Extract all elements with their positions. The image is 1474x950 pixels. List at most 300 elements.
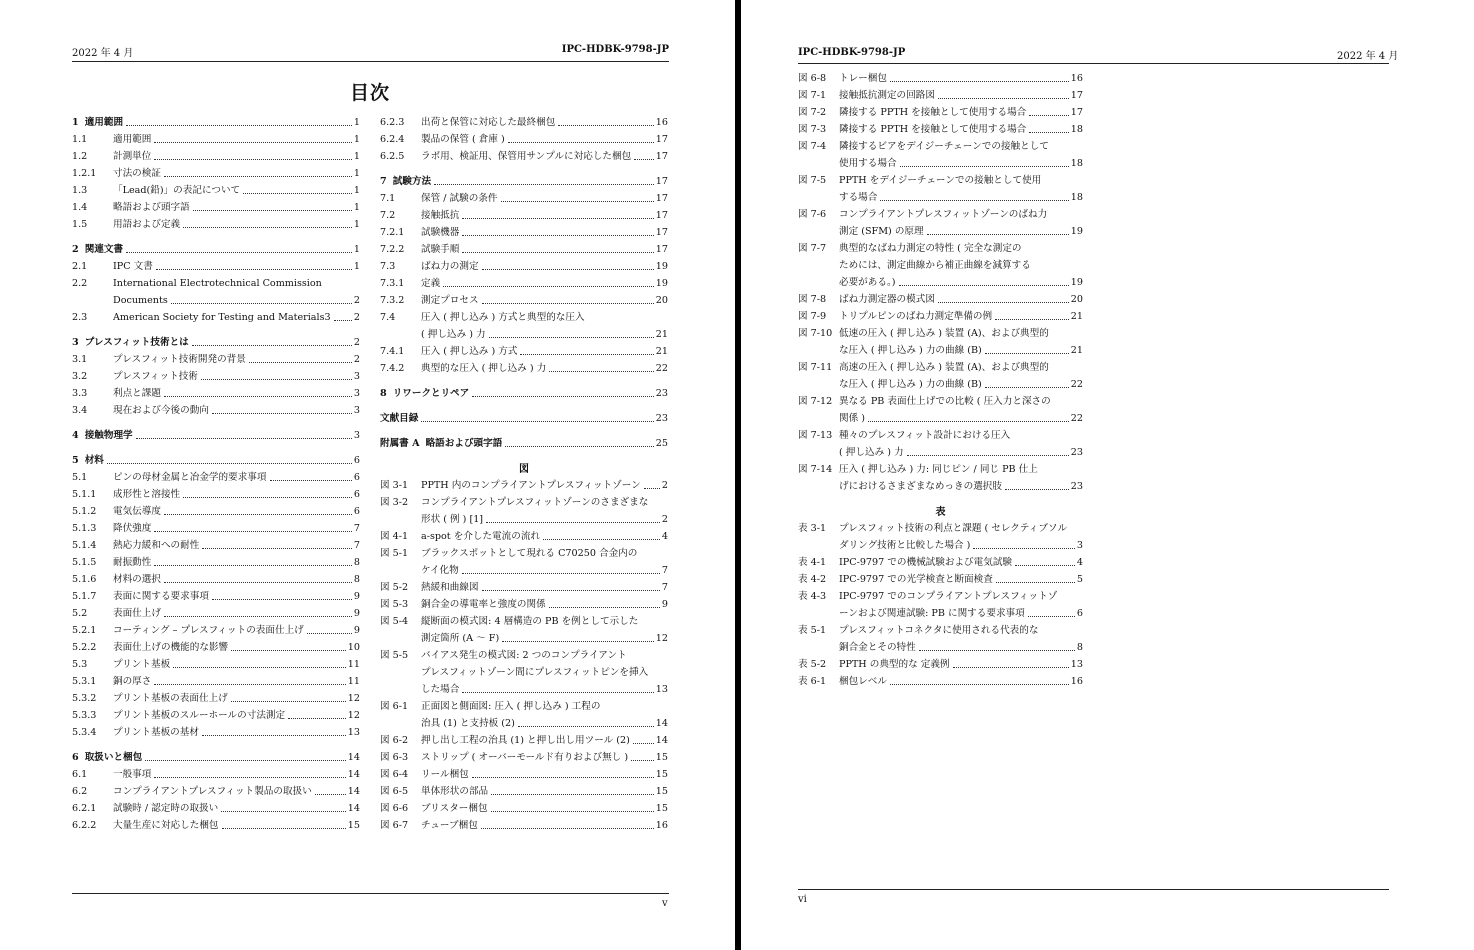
toc-entry[interactable] xyxy=(798,289,1083,306)
toc-entry[interactable] xyxy=(380,433,668,450)
toc-entry[interactable] xyxy=(72,552,360,569)
toc-entry-title: 「Lead(鉛)」の表記について xyxy=(113,185,241,196)
toc-entry[interactable] xyxy=(798,586,1083,603)
toc-entry[interactable] xyxy=(798,119,1083,136)
toc-entry[interactable] xyxy=(72,705,360,722)
toc-entry-title: ストリップ ( オーバーモールド有りおよび無し ) xyxy=(421,752,629,763)
toc-entry-number: 図 6-7 xyxy=(380,820,409,831)
toc-entry-number: 図 6-6 xyxy=(380,803,409,814)
toc-leader-dots xyxy=(973,548,1075,549)
toc-spacer xyxy=(380,375,668,383)
toc-entry-page: 8 xyxy=(353,557,360,568)
toc-entry[interactable] xyxy=(72,290,360,307)
toc-entry[interactable] xyxy=(380,662,668,679)
toc-entry[interactable] xyxy=(798,85,1083,102)
toc-entry-number: 図 5-2 xyxy=(380,582,409,593)
toc-leader-dots xyxy=(995,319,1069,320)
toc-entry-title: した場合 xyxy=(421,684,460,695)
toc-entry-title: 試験手順 xyxy=(421,244,460,255)
toc-entry[interactable] xyxy=(380,526,668,543)
toc-entry[interactable] xyxy=(798,187,1083,204)
toc-entry[interactable] xyxy=(72,307,360,324)
toc-leader-dots xyxy=(231,650,346,651)
toc-entry[interactable] xyxy=(72,197,360,214)
toc-entry[interactable] xyxy=(380,713,668,730)
toc-entry-page: 14 xyxy=(347,803,360,814)
toc-leader-dots xyxy=(508,142,654,143)
toc-entry[interactable] xyxy=(72,747,360,764)
toc-entry-title: ラボ用、検証用、保管用サンプルに対応した梱包 xyxy=(421,151,632,162)
toc-entry[interactable] xyxy=(72,620,360,637)
toc-entry[interactable] xyxy=(380,290,668,307)
toc-entry[interactable] xyxy=(380,129,668,146)
toc-entry[interactable] xyxy=(380,645,668,662)
toc-entry-number: 1.2 xyxy=(72,151,88,162)
toc-entry-number: 図 7-3 xyxy=(798,124,827,135)
toc-entry-number: 附属書 A xyxy=(380,438,420,449)
toc-entry[interactable] xyxy=(380,341,668,358)
toc-leader-dots xyxy=(549,607,660,608)
toc-entry-number: 図 6-2 xyxy=(380,735,409,746)
toc-entry[interactable] xyxy=(72,239,360,256)
toc-entry[interactable] xyxy=(798,603,1083,620)
toc-entry[interactable] xyxy=(380,509,668,526)
toc-entry-title: プリント基板の基材 xyxy=(113,727,199,738)
toc-entry-page: 19 xyxy=(1070,277,1083,288)
toc-leader-dots xyxy=(231,701,346,702)
toc-entry-page: 10 xyxy=(347,642,360,653)
toc-leader-dots xyxy=(164,514,352,515)
toc-entry-number: 6 xyxy=(72,752,79,763)
toc-leader-dots xyxy=(907,455,1069,456)
toc-entry-title: プレスフィットコネクタに使用される代表的な xyxy=(839,625,1039,636)
toc-leader-dots xyxy=(486,522,660,523)
header-doc-id: IPC-HDBK-9798-JP xyxy=(561,44,669,55)
toc-leader-dots xyxy=(890,81,1069,82)
toc-entry-title: ( 押し込み ) 力 xyxy=(839,447,904,458)
toc-entry-title: 試験時 / 認定時の取扱い xyxy=(113,803,219,814)
toc-entry-page: 9 xyxy=(353,591,360,602)
toc-entry[interactable] xyxy=(380,798,668,815)
toc-entry-title: 大量生産に対応した梱包 xyxy=(113,820,219,831)
toc-entry[interactable] xyxy=(798,425,1083,442)
toc-entry-title: 接触抵抗測定の回路図 xyxy=(839,90,935,101)
toc-column-1 xyxy=(72,112,360,832)
toc-entry-page: 21 xyxy=(1070,311,1083,322)
toc-leader-dots xyxy=(183,227,352,228)
toc-entry[interactable] xyxy=(72,654,360,671)
toc-entry-page: 8 xyxy=(1076,642,1083,653)
toc-entry[interactable] xyxy=(72,332,360,349)
toc-entry[interactable] xyxy=(798,255,1083,272)
toc-entry-title: ブリスター梱包 xyxy=(421,803,488,814)
toc-entry-number: 図 7-9 xyxy=(798,311,827,322)
toc-entry-page: 9 xyxy=(353,625,360,636)
toc-entry-title: 高速の圧入 ( 押し込み ) 装置 (A)、および典型的 xyxy=(839,362,1049,373)
toc-entry[interactable] xyxy=(798,323,1083,340)
toc-leader-dots xyxy=(543,539,660,540)
toc-leader-dots xyxy=(221,811,346,812)
toc-entry[interactable] xyxy=(380,146,668,163)
toc-entry-title: 寸法の検証 xyxy=(113,168,161,179)
toc-entry[interactable] xyxy=(72,256,360,273)
toc-leader-dots xyxy=(421,421,653,422)
toc-entry-number: 図 4-1 xyxy=(380,531,409,542)
toc-leader-dots xyxy=(107,463,352,464)
toc-entry-number: 5.2.1 xyxy=(72,625,97,636)
toc-spacer xyxy=(72,739,360,747)
toc-entry-number: 7.3.2 xyxy=(380,295,405,306)
toc-entry-number: 1.2.1 xyxy=(72,168,97,179)
toc-entry[interactable] xyxy=(798,637,1083,654)
toc-entry[interactable] xyxy=(72,146,360,163)
toc-entry[interactable] xyxy=(72,586,360,603)
toc-leader-dots xyxy=(938,98,1069,99)
toc-entry-title: 単体形状の部品 xyxy=(421,786,489,797)
toc-entry[interactable] xyxy=(798,136,1083,153)
toc-entry-title: ケイ化物 xyxy=(421,565,459,576)
footer-rule xyxy=(798,889,1389,890)
toc-entry[interactable] xyxy=(380,112,668,129)
toc-leader-dots xyxy=(491,811,654,812)
toc-entry-title: トリプルピンのばね力測定準備の例 xyxy=(839,311,993,322)
toc-entry[interactable] xyxy=(380,696,668,713)
toc-spacer xyxy=(380,425,668,433)
toc-entry[interactable] xyxy=(798,518,1083,535)
toc-entry[interactable] xyxy=(798,357,1083,374)
toc-entry[interactable] xyxy=(72,815,360,832)
toc-leader-dots xyxy=(462,252,653,253)
toc-entry-page: 1 xyxy=(353,134,360,145)
toc-entry-number: 7 xyxy=(380,176,387,187)
toc-entry-number: 4 xyxy=(72,430,79,441)
toc-entry-page: 18 xyxy=(1070,124,1083,135)
right-page xyxy=(741,0,1474,950)
toc-entry[interactable] xyxy=(72,518,360,535)
toc-entry-title: IPC-9797 での光学検査と断面検査 xyxy=(839,574,993,585)
toc-entry[interactable] xyxy=(798,102,1083,119)
toc-entry[interactable] xyxy=(798,569,1083,586)
toc-entry-page: 2 xyxy=(353,295,360,306)
toc-entry-page: 14 xyxy=(347,752,360,763)
toc-leader-dots xyxy=(154,531,352,532)
toc-entry-page: 9 xyxy=(353,608,360,619)
toc-entry-page: 17 xyxy=(655,193,668,204)
toc-entry[interactable] xyxy=(72,467,360,484)
toc-entry-title: する場合 xyxy=(839,192,878,203)
toc-entry[interactable] xyxy=(380,815,668,832)
toc-entry-page: 14 xyxy=(655,718,668,729)
toc-entry-number: 5.1.4 xyxy=(72,540,97,551)
toc-entry[interactable] xyxy=(798,654,1083,671)
toc-entry-page: 3 xyxy=(1076,540,1083,551)
toc-entry[interactable] xyxy=(798,476,1083,493)
toc-entry-number: 図 7-14 xyxy=(798,464,833,475)
toc-entry-number: 5 xyxy=(72,455,79,466)
toc-entry-title: PPTH 内のコンプライアントプレスフィットゾーン xyxy=(421,480,641,491)
toc-entry[interactable] xyxy=(798,340,1083,357)
toc-entry-number: 5.3 xyxy=(72,659,88,670)
toc-entry-page: 1 xyxy=(353,244,360,255)
toc-entry[interactable] xyxy=(72,425,360,442)
toc-leader-dots xyxy=(644,488,660,489)
toc-entry[interactable] xyxy=(380,273,668,290)
toc-entry[interactable] xyxy=(72,366,360,383)
toc-entry[interactable] xyxy=(380,747,668,764)
toc-entry[interactable] xyxy=(380,171,668,188)
toc-leader-dots xyxy=(212,599,352,600)
toc-entry-title: 種々のプレスフィット設計における圧入 xyxy=(839,430,1011,441)
toc-leader-dots xyxy=(462,218,653,219)
toc-spacer xyxy=(380,400,668,408)
toc-entry[interactable] xyxy=(798,221,1083,238)
toc-entry-page: 18 xyxy=(1070,158,1083,169)
toc-entry[interactable] xyxy=(380,594,668,611)
toc-entry-number: 図 6-1 xyxy=(380,701,409,712)
toc-entry-page: 22 xyxy=(655,363,668,374)
toc-entry-number: 図 5-1 xyxy=(380,548,409,559)
toc-entry[interactable] xyxy=(72,129,360,146)
toc-entry[interactable] xyxy=(380,188,668,205)
toc-entry[interactable] xyxy=(798,459,1083,476)
toc-spacer xyxy=(72,231,360,239)
header-date: 2022 年 4 月 xyxy=(72,48,134,59)
toc-entry-number: 8 xyxy=(380,388,387,399)
toc-entry-page: 21 xyxy=(655,329,668,340)
toc-entry-title: 典型的なばね力測定の特性 ( 完全な測定の xyxy=(839,243,1022,254)
toc-entry[interactable] xyxy=(380,256,668,273)
toc-entry[interactable] xyxy=(72,501,360,518)
toc-spacer xyxy=(380,450,668,458)
toc-entry[interactable] xyxy=(380,492,668,509)
toc-entry[interactable] xyxy=(380,781,668,798)
toc-entry[interactable] xyxy=(72,180,360,197)
toc-entry-page: 2 xyxy=(353,354,360,365)
toc-entry-title: 計測単位 xyxy=(113,151,152,162)
toc-entry[interactable] xyxy=(72,535,360,552)
toc-entry-number: 1 xyxy=(72,117,79,128)
toc-entry-title: な圧入 ( 押し込み ) 力の曲線 (B) xyxy=(839,379,982,390)
toc-leader-dots xyxy=(558,125,653,126)
page-number: v xyxy=(662,898,668,909)
toc-entry-number: 図 6-4 xyxy=(380,769,409,780)
toc-entry-title: プレスフィット技術の利点と課題 ( セレクティブソル xyxy=(839,523,1068,534)
toc-entry[interactable] xyxy=(798,153,1083,170)
toc-entry-title: a-spot を介した電流の流れ xyxy=(421,531,541,542)
toc-entry[interactable] xyxy=(380,324,668,341)
toc-leader-dots xyxy=(899,285,1069,286)
toc-entry[interactable] xyxy=(798,374,1083,391)
toc-entry-page: 12 xyxy=(655,633,668,644)
toc-entry[interactable] xyxy=(380,611,668,628)
toc-entry[interactable] xyxy=(72,798,360,815)
toc-entry-title: プリント基板のスルーホールの寸法測定 xyxy=(113,710,286,721)
toc-entry[interactable] xyxy=(798,552,1083,569)
toc-entry-title: ダリング技術と比較した場合 ) xyxy=(839,540,971,551)
toc-entry[interactable] xyxy=(380,475,668,492)
toc-leader-dots xyxy=(482,590,660,591)
toc-entry-title: IPC 文書 xyxy=(113,261,153,272)
toc-entry-number: 5.1.5 xyxy=(72,557,97,568)
toc-entry[interactable] xyxy=(380,679,668,696)
toc-entry-title: 電気伝導度 xyxy=(113,506,161,517)
toc-entry[interactable] xyxy=(798,272,1083,289)
toc-entry[interactable] xyxy=(380,408,668,425)
toc-entry-number: 7.1 xyxy=(380,193,396,204)
toc-entry-page: 3 xyxy=(353,388,360,399)
toc-entry-title: リール梱包 xyxy=(421,769,469,780)
toc-entry-title: 銅合金とその特性 xyxy=(839,642,916,653)
toc-leader-dots xyxy=(154,684,345,685)
toc-entry-title: 測定 (SFM) の原理 xyxy=(839,226,924,237)
toc-entry[interactable] xyxy=(72,163,360,180)
toc-entry-number: 5.3.2 xyxy=(72,693,97,704)
toc-entry-page: 3 xyxy=(353,405,360,416)
toc-entry-number: 図 7-11 xyxy=(798,362,833,373)
toc-entry[interactable] xyxy=(798,620,1083,637)
toc-entry[interactable] xyxy=(380,764,668,781)
toc-entry[interactable] xyxy=(72,688,360,705)
toc-entry-number: 6.2.1 xyxy=(72,803,97,814)
toc-entry[interactable] xyxy=(72,450,360,467)
toc-entry[interactable] xyxy=(380,239,668,256)
toc-entry-title: 熱応力緩和への耐性 xyxy=(113,540,200,551)
toc-entry[interactable] xyxy=(72,671,360,688)
toc-entry-title: 関係 ) xyxy=(839,413,865,424)
toc-entry[interactable] xyxy=(798,442,1083,459)
toc-entry[interactable] xyxy=(380,543,668,560)
toc-entry[interactable] xyxy=(798,535,1083,552)
toc-leader-dots xyxy=(156,269,352,270)
toc-leader-dots xyxy=(154,565,352,566)
toc-entry-number: 図 6-3 xyxy=(380,752,409,763)
toc-entry-title: 測定プロセス xyxy=(421,295,479,306)
toc-leader-dots xyxy=(927,234,1069,235)
toc-entry-number: 図 7-7 xyxy=(798,243,827,254)
toc-leader-dots xyxy=(154,142,352,143)
toc-entry-number: 5.3.1 xyxy=(72,676,97,687)
toc-entry-page: 1 xyxy=(353,261,360,272)
toc-leader-dots xyxy=(491,794,654,795)
toc-entry-number: 図 7-13 xyxy=(798,430,833,441)
toc-entry-number: 5.1.1 xyxy=(72,489,97,500)
toc-entry[interactable] xyxy=(380,383,668,400)
toc-entry[interactable] xyxy=(72,603,360,620)
toc-leader-dots xyxy=(1029,115,1069,116)
toc-entry-title: ばね力測定器の模式図 xyxy=(839,294,935,305)
toc-entry-number: 図 6-8 xyxy=(798,73,827,84)
toc-entry-title: 出荷と保管に対応した最終梱包 xyxy=(421,117,556,128)
toc-entry[interactable] xyxy=(72,400,360,417)
toc-leader-dots xyxy=(890,684,1069,685)
toc-entry-page: 19 xyxy=(655,261,668,272)
toc-entry-title: 圧入 ( 押し込み ) 力: 同じピン / 同じ PB 仕上 xyxy=(839,464,1038,475)
toc-entry-number: 表 3-1 xyxy=(798,523,827,534)
toc-entry-page: 6 xyxy=(353,472,360,483)
toc-leader-dots xyxy=(985,353,1069,354)
toc-entry[interactable] xyxy=(72,781,360,798)
toc-leader-dots xyxy=(202,548,352,549)
toc-entry-page: 13 xyxy=(347,727,360,738)
toc-entry-page: 19 xyxy=(655,278,668,289)
toc-entry[interactable] xyxy=(380,222,668,239)
toc-entry[interactable] xyxy=(798,68,1083,85)
toc-entry[interactable] xyxy=(72,383,360,400)
toc-entry-title: Documents xyxy=(113,295,168,306)
toc-entry-number: 1.3 xyxy=(72,185,88,196)
toc-entry[interactable] xyxy=(380,628,668,645)
toc-entry-number: 表 6-1 xyxy=(798,676,827,687)
toc-entry-title: コンプライアントプレスフィットゾーンのさまざまな xyxy=(421,497,649,508)
toc-entry-title: 隣接するビアをデイジーチェーンでの接触として xyxy=(839,141,1049,152)
toc-entry-title: 材料の選択 xyxy=(113,574,161,585)
toc-entry[interactable] xyxy=(72,722,360,739)
toc-leader-dots xyxy=(443,286,654,287)
toc-entry[interactable] xyxy=(798,671,1083,688)
toc-entry[interactable] xyxy=(380,577,668,594)
toc-entry-number: 7.2 xyxy=(380,210,396,221)
toc-entry-title: プレスフィット技術とは xyxy=(84,337,189,348)
toc-entry-page: 15 xyxy=(655,786,668,797)
toc-entry[interactable] xyxy=(798,306,1083,323)
toc-entry[interactable] xyxy=(798,408,1083,425)
toc-entry-number: 図 7-2 xyxy=(798,107,827,118)
toc-entry[interactable] xyxy=(798,204,1083,221)
toc-entry-page: 8 xyxy=(353,574,360,585)
toc-entry[interactable] xyxy=(72,214,360,231)
toc-entry[interactable] xyxy=(72,484,360,501)
toc-entry[interactable] xyxy=(380,358,668,375)
toc-leader-dots xyxy=(1028,616,1075,617)
toc-entry-page: 15 xyxy=(347,820,360,831)
toc-entry[interactable] xyxy=(380,307,668,324)
toc-entry-page: 17 xyxy=(655,244,668,255)
toc-entry-number: 図 7-1 xyxy=(798,90,827,101)
toc-entry-title: 必要がある。) xyxy=(839,277,896,288)
toc-entry[interactable] xyxy=(798,391,1083,408)
toc-entry[interactable] xyxy=(798,238,1083,255)
page-title: 目次 xyxy=(350,82,391,104)
toc-spacer xyxy=(72,324,360,332)
toc-entry-number: 図 7-4 xyxy=(798,141,827,152)
toc-entry-number: 6.2.4 xyxy=(380,134,405,145)
toc-entry[interactable] xyxy=(72,764,360,781)
toc-entry[interactable] xyxy=(72,349,360,366)
toc-entry[interactable] xyxy=(72,112,360,129)
toc-entry[interactable] xyxy=(798,170,1083,187)
toc-entry-page: 17 xyxy=(655,210,668,221)
toc-entry[interactable] xyxy=(72,569,360,586)
toc-entry[interactable] xyxy=(72,637,360,654)
toc-entry-title: 適用範囲 xyxy=(84,117,124,128)
toc-entry-title: 試験機器 xyxy=(421,227,460,238)
toc-leader-dots xyxy=(1005,489,1069,490)
toc-entry-number: 2.2 xyxy=(72,278,88,289)
toc-entry[interactable] xyxy=(72,273,360,290)
toc-entry-number: 6.2 xyxy=(72,786,88,797)
toc-entry-page: 11 xyxy=(347,676,360,687)
toc-entry-page: 3 xyxy=(353,371,360,382)
toc-entry-title: 圧入 ( 押し込み ) 方式と典型的な圧入 xyxy=(421,312,585,323)
toc-entry[interactable] xyxy=(380,560,668,577)
toc-entry[interactable] xyxy=(380,205,668,222)
toc-entry-page: 1 xyxy=(353,185,360,196)
toc-leader-dots xyxy=(145,760,346,761)
toc-entry[interactable] xyxy=(380,730,668,747)
toc-entry-number: 図 7-8 xyxy=(798,294,827,305)
toc-leader-dots xyxy=(154,777,345,778)
toc-entry-title: ーンおよび関連試験: PB に関する要求事項 xyxy=(839,608,1025,619)
